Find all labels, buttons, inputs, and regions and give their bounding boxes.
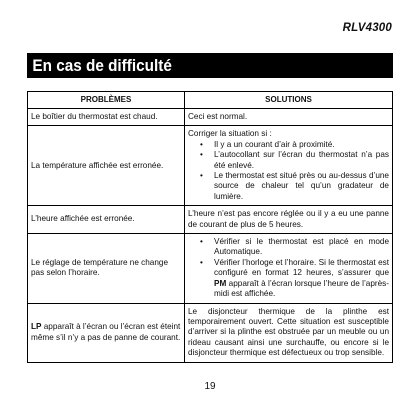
header-problems: PROBLÈMES <box>28 92 185 109</box>
solution-cell <box>185 234 393 303</box>
list-item: • Vérifier si le thermostat est placé en mode Automatique. <box>188 237 389 258</box>
list-item-text: Vérifier l’horloge et l’horaire. Si le thermostat est configuré en format 12 heures, s’assurer que <box>214 257 389 278</box>
list-item: • Il y a un courant d’air à proximité. <box>188 140 389 150</box>
solution-cell: L’heure n’est pas encore réglée ou il y a eu une panne de courant de plus de 5 heures. <box>185 206 393 234</box>
table-row <box>28 234 393 303</box>
solution-cell: Ceci est normal. <box>185 109 393 126</box>
pm-indicator: PM <box>214 278 227 288</box>
section-title: En cas de difficulté <box>32 55 172 75</box>
solution-list <box>188 140 389 202</box>
problem-cell: Le boîtier du thermostat est chaud. <box>28 109 185 126</box>
troubleshooting-table <box>27 91 393 363</box>
page-number: 19 <box>204 381 216 392</box>
solution-cell <box>185 126 393 206</box>
solution-cell: Le disjoncteur thermique de la plinthe est temporairement ouvert. Cette situation est susceptible d’arriver si la plinthe est obstruée par un meuble ou un rideau causant ainsi une surchauffe, ou encore si le disjoncteur thermique est défectueux ou trop sensible. <box>185 303 393 362</box>
lp-indicator: LP <box>31 322 42 332</box>
model-number: RLV4300 <box>342 22 392 34</box>
problem-cell: L’heure affichée est erronée. <box>28 206 185 234</box>
solution-lead: Corriger la situation si : <box>188 129 272 139</box>
section-title-band <box>27 53 393 78</box>
table-row <box>28 303 393 362</box>
table-row <box>28 109 393 126</box>
list-item-tail: apparaît à l’écran lorsque l’heure de l’après-midi est affichée. <box>214 278 389 299</box>
header-solutions: SOLUTIONS <box>185 92 393 109</box>
list-item <box>188 258 389 300</box>
solution-list <box>188 237 389 299</box>
list-item: • L’autocollant sur l’écran du thermostat n’a pas été enlevé. <box>188 150 389 171</box>
list-item: • Le thermostat est situé près ou au-dessus d’une source de chaleur tel qu’un gradateur de lumière. <box>188 171 389 202</box>
table-row <box>28 206 393 234</box>
problem-cell: La température affichée est erronée. <box>28 126 185 206</box>
problem-text: apparaît à l’écran ou l’écran est éteint même s’il n’y a pas de panne de courant. <box>31 322 181 342</box>
problem-cell <box>28 303 185 362</box>
table-row <box>28 126 393 206</box>
problem-cell: Le réglage de température ne change pas selon l’horaire. <box>28 234 185 303</box>
table-header-row <box>28 92 393 109</box>
